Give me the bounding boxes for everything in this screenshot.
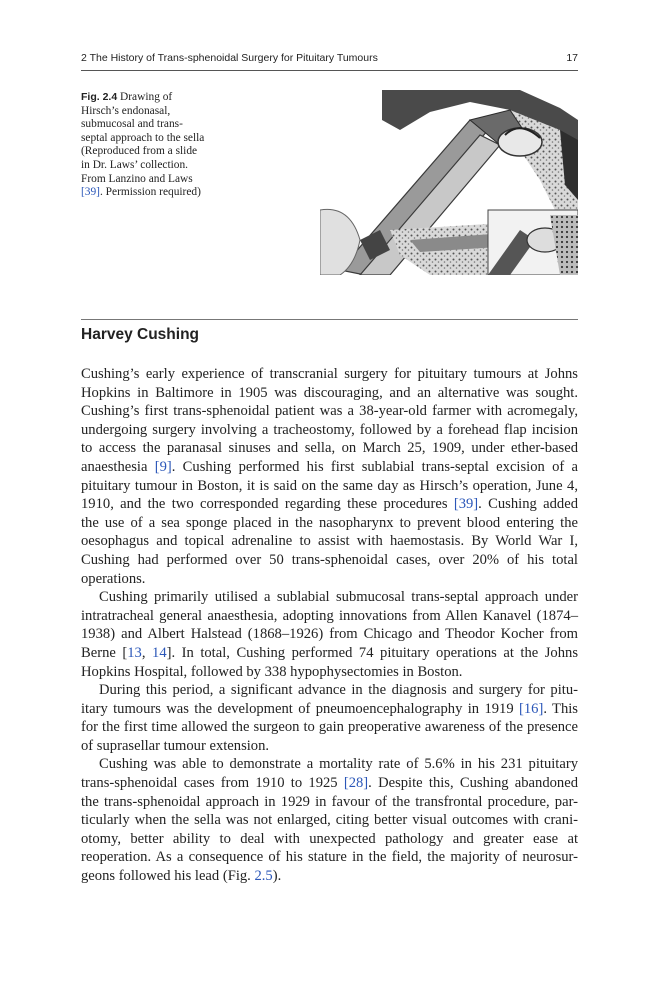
text-run: pituitary tumour in Boston, it is said on the same day as Hirsch’s operation, June 4, (81, 477, 578, 494)
text-run: trans-sphenoidal cases from 1910 to 1925 (81, 775, 344, 792)
text-run: During this period, a significant advance in the diagnosis and surgery for pitu- (99, 682, 578, 699)
text-run: Hopkins Hospital, followed by 338 hypophysectomies in Boston. (81, 663, 463, 680)
text-run: . Cushing performed his first sublabial trans-septal excision of a (171, 458, 578, 475)
text-line (81, 514, 578, 533)
text-run: 1938) and Albert Halstead (1868–1926) from Chicago and Theodor Kocher from (81, 626, 578, 643)
text-run: ]. In total, Cushing performed 74 pituitary operations at the Johns (166, 644, 579, 661)
paragraph-4 (81, 755, 578, 885)
text-run: the trans-sphenoidal approach in 1929 in favour of the transfrontal procedure, par- (81, 793, 578, 810)
text-line (81, 495, 578, 514)
text-run: reoperation. As a consequence of his stature in the field, the majority of neurosur- (81, 849, 578, 866)
text-line (81, 644, 578, 663)
section-rule (81, 319, 578, 320)
text-line (81, 663, 578, 682)
text-line (81, 774, 578, 793)
figure-caption (81, 91, 226, 200)
running-header-title: 2 The History of Trans-sphenoidal Surgery for Pituitary Tumours (81, 52, 378, 64)
text-line (81, 625, 578, 644)
text-run: geons followed his lead (Fig. (81, 868, 255, 885)
figure-drawing (320, 90, 578, 275)
caption-citation-link[interactable]: [39] (81, 186, 100, 199)
text-run: . Cushing added (478, 496, 578, 513)
paragraph-3 (81, 681, 578, 755)
text-run: Cushing had performed over 50 trans-sphenoidal cases, over 20% of his total (81, 551, 578, 568)
text-run: for the first time allowed the surgeon to gain preoperative awareness of the presence (81, 719, 578, 736)
text-run: operations. (81, 570, 146, 587)
citation-link[interactable]: [39] (453, 496, 479, 513)
paragraph-2 (81, 588, 578, 681)
text-run: ). (272, 868, 282, 885)
text-line (81, 867, 578, 886)
text-run: Cushing’s first trans-sphenoidal patient was a 38-year-old farmer with acromegaly, (81, 403, 578, 420)
figure-label: Fig. 2.4 (81, 91, 118, 103)
caption-line-4: (Reproduced from a slide (81, 145, 198, 158)
text-run: anaesthesia (81, 458, 155, 475)
text-line (81, 384, 578, 403)
text-run: otomy, better ability to deal with unexpected pathology and greater ease at (81, 830, 578, 847)
citation-link[interactable]: 14 (152, 644, 167, 661)
text-run: Cushing primarily utilised a sublabial submucosal trans-septal approach under (99, 589, 578, 606)
text-line (81, 588, 578, 607)
text-run: Hopkins in Baltimore in 1905 was discouraging, and an alternative was sought. (81, 384, 578, 401)
text-run: of suprasellar tumour extension. (81, 737, 270, 754)
text-line (81, 570, 578, 589)
text-run: ticularly when the sella was not enlarged, citing better visual outcomes with crani- (81, 812, 578, 829)
anatomical-drawing-image (320, 90, 578, 275)
figure-link[interactable]: 2.5 (254, 868, 273, 885)
citation-link[interactable]: [16] (518, 700, 544, 717)
caption-line-6: From Lanzino and Laws (81, 172, 193, 185)
text-run: oesophagus and topical adrenaline to assist with haemostasis. By World War I, (81, 533, 578, 550)
header-rule (81, 70, 578, 71)
text-run: . Despite this, Cushing abandoned (368, 775, 578, 792)
text-run: Berne [ (81, 644, 128, 661)
page-number: 17 (566, 52, 578, 64)
body-text (81, 365, 578, 886)
text-line (81, 458, 578, 477)
text-line (81, 700, 578, 719)
text-line (81, 477, 578, 496)
text-line (81, 718, 578, 737)
text-line (81, 421, 578, 440)
caption-tail: . Permission required) (99, 186, 201, 199)
caption-line-0: Drawing of (117, 91, 173, 103)
text-line (81, 755, 578, 774)
caption-line-5: in Dr. Laws’ collection. (81, 158, 189, 171)
text-line (81, 737, 578, 756)
text-run: Cushing was able to demonstrate a mortality rate of 5.6% in his 231 pituitary (99, 756, 578, 773)
text-line (81, 811, 578, 830)
caption-line-3: septal approach to the sella (81, 131, 205, 144)
text-line (81, 793, 578, 812)
text-line (81, 402, 578, 421)
text-line (81, 532, 578, 551)
text-line (81, 681, 578, 700)
text-line (81, 607, 578, 626)
running-header (81, 52, 578, 64)
text-run: the use of a sea sponge placed in the nasopharynx to prevent blood entering the (81, 514, 578, 531)
text-line (81, 439, 578, 458)
paragraph-1 (81, 365, 578, 588)
section-title: Harvey Cushing (81, 326, 200, 343)
caption-line-1: Hirsch’s endonasal, (81, 104, 171, 117)
citation-link[interactable]: [28] (343, 775, 369, 792)
text-line (81, 551, 578, 570)
text-run: 1910, and the two corresponded regarding these procedures (81, 496, 454, 513)
text-line (81, 848, 578, 867)
citation-link[interactable]: [9] (154, 458, 172, 475)
text-line (81, 365, 578, 384)
text-line (81, 830, 578, 849)
text-run: undergoing surgery involving a tracheostomy, followed by a forehead flap incision (81, 421, 578, 438)
text-run: to access the paranasal sinuses and sella, on March 25, 1909, under ether-based (81, 440, 578, 457)
text-run: intratracheal general anaesthesia, adopting innovations from Allen Kanavel (1874– (81, 607, 578, 624)
caption-line-2: submucosal and trans- (81, 118, 183, 131)
text-run: , (141, 644, 153, 661)
citation-link[interactable]: 13 (127, 644, 142, 661)
text-run: Cushing’s early experience of transcranial surgery for pituitary tumours at Johns (81, 366, 578, 382)
text-run: . This (543, 700, 578, 717)
text-run: itary tumours was the development of pneumoencephalography in 1919 (81, 700, 519, 717)
